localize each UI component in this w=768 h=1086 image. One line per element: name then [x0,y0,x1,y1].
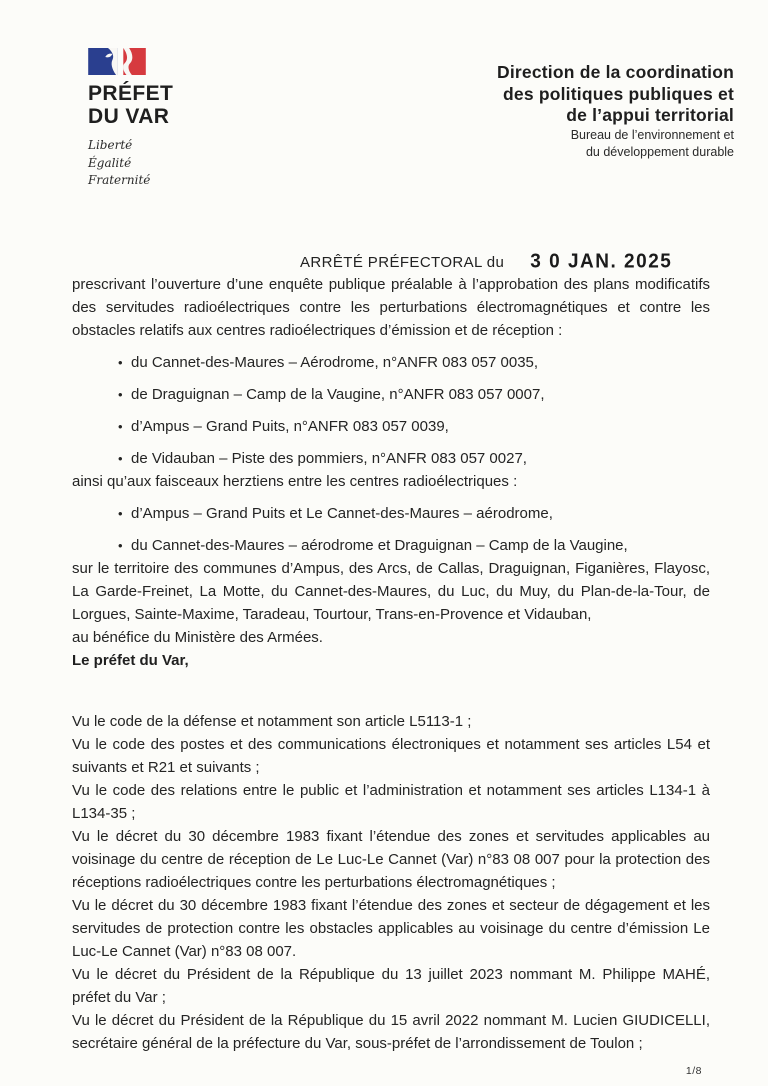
republic-motto [88,137,308,189]
date-stamp: 3 0 JAN. 2025 [530,250,673,273]
motto-egalite: Égalité [88,155,132,170]
visa-paragraph: Vu le code des relations entre le public et l’administration et notamment ses articles L134-1 à L134-35 ; [72,782,710,823]
prefet-name-line1: PRÉFET [88,82,174,105]
visa-paragraph: Vu le décret du 30 décembre 1983 fixant l’étendue des zones et secteur de dégagement et les servitudes de protection contre les obstacles applicables au voisinage du centre d’émission Le Luc-Le Cannet (Var) n°83 08 007. [72,897,710,961]
direction-block [497,62,734,161]
prefecture-logo [88,48,308,189]
faisceau-item: • d’Ampus – Grand Puits et Le Cannet-des-Maures – aérodrome, [118,502,710,525]
bureau-line: du développement durable [585,144,734,159]
page-number: 1/8 [685,1065,702,1077]
intro-paragraph: prescrivant l’ouverture d’une enquête publique préalable à l’approbation des plans modificatifs des servitudes radioélectriques contre les perturbations électromagnétiques et contre les obstacles relatifs aux centres radioélectriques d’émission et de réception : [72,276,710,340]
faisceaux-intro: ainsi qu’aux faisceaux herztiens entre les centres radioélectriques : [72,473,518,491]
french-flag-marianne-icon [88,48,146,75]
centre-item: • du Cannet-des-Maures – Aérodrome, n°ANFR 083 057 0035, [118,351,710,374]
motto-liberte: Liberté [88,138,133,153]
centres-list [72,351,710,470]
centre-item: • d’Ampus – Grand Puits, n°ANFR 083 057 0039, [118,415,710,438]
document-body [0,273,768,1055]
motto-fraternite: Fraternité [88,172,151,187]
salutation: Le préfet du Var, [72,652,189,670]
territoire-paragraph: sur le territoire des communes d’Ampus, des Arcs, de Callas, Draguignan, Figanières, Flayosc, La Garde-Freinet, La Motte, du Cannet-des-Maures, du Luc, du Muy, du Plan-de-la-Tour, de Lorgues, Sainte-Maxime, Taradeau, Tourtour, Trans-en-Provence et Vidauban, [72,560,710,624]
visa-paragraph: Vu le décret du Président de la République du 13 juillet 2023 nommant M. Philippe MAHÉ, préfet du Var ; [72,966,710,1007]
beneficiaire-paragraph: au bénéfice du Ministère des Armées. [72,629,323,647]
visa-paragraph: Vu le code de la défense et notamment son article L5113-1 ; [72,713,472,731]
centre-item: • de Draguignan – Camp de la Vaugine, n°ANFR 083 057 0007, [118,383,710,406]
bureau-line: Bureau de l’environnement et [570,128,734,143]
visa-paragraph: Vu le décret du Président de la République du 15 avril 2022 nommant M. Lucien GIUDICELLI, secrétaire général de la préfecture du Var, sous-préfet de l’arrondissement de Toulon ; [72,1012,710,1053]
direction-title-line: Direction de la coordination [496,62,734,82]
centre-item: • de Vidauban – Piste des pommiers, n°ANFR 083 057 0027, [118,447,710,470]
document-title: ARRÊTÉ PRÉFECTORAL du [300,253,505,271]
visa-paragraph: Vu le code des postes et des communications électroniques et notamment ses articles L54 et suivants et R21 et suivants ; [72,736,710,777]
visa-paragraph: Vu le décret du 30 décembre 1983 fixant l’étendue des zones et servitudes applicables au voisinage du centre de réception de Le Luc-Le Cannet (Var) n°83 08 007 pour la protection des réceptions radioélectriques contre les perturbations électromagnétiques ; [72,828,710,892]
prefet-name [88,82,308,128]
title-row [0,251,768,273]
direction-title-line: de l’appui territorial [566,105,734,126]
faisceau-item: • du Cannet-des-Maures – aérodrome et Draguignan – Camp de la Vaugine, [118,534,710,557]
faisceaux-list [72,502,710,557]
prefet-name-line2: DU VAR [88,105,170,129]
direction-title-line: des politiques publiques et [503,83,734,104]
header [0,0,768,189]
